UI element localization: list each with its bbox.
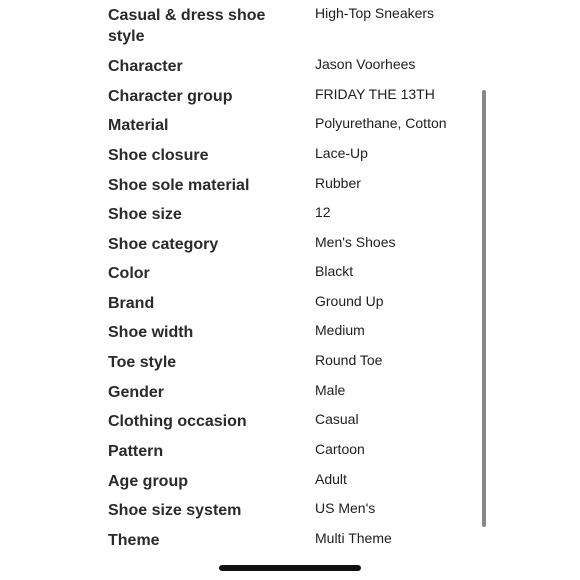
spec-row-shoe-size-system <box>0 500 560 530</box>
spec-row-shoe-sole-material <box>0 175 560 205</box>
spec-value: US Men's <box>315 500 376 516</box>
spec-value: Rubber <box>315 175 361 191</box>
spec-label: Character <box>108 58 183 75</box>
spec-value: Medium <box>315 322 365 338</box>
spec-label: Toe style <box>108 354 177 371</box>
spec-row-color <box>0 263 560 293</box>
spec-value: High-Top Sneakers <box>315 5 435 21</box>
spec-label: Brand <box>108 295 155 312</box>
spec-row-pattern <box>0 441 560 471</box>
home-indicator-bar[interactable] <box>219 565 361 571</box>
spec-row-character-group <box>0 86 560 116</box>
spec-value: Polyurethane, Cotton <box>315 115 447 131</box>
spec-row-clothing-occasion <box>0 411 560 441</box>
spec-row-shoe-size <box>0 204 560 234</box>
spec-row-shoe-closure <box>0 145 560 175</box>
spec-value: Jason Voorhees <box>315 56 416 72</box>
spec-row-casual-dress-shoe-style <box>0 5 560 45</box>
spec-label: Shoe size <box>108 206 182 223</box>
spec-label: Casual & dress shoe style <box>108 7 266 45</box>
spec-label: Shoe category <box>108 236 219 253</box>
spec-label: Color <box>108 265 150 282</box>
spec-value: Multi Theme <box>315 530 392 546</box>
spec-label: Theme <box>108 532 160 549</box>
spec-value: Ground Up <box>315 293 384 309</box>
vertical-scrollbar[interactable] <box>482 90 486 527</box>
spec-label: Shoe sole material <box>108 177 250 194</box>
spec-label: Shoe closure <box>108 147 209 164</box>
spec-row-shoe-category <box>0 234 560 264</box>
spec-row-toe-style <box>0 352 560 382</box>
spec-row-age-group <box>0 471 560 501</box>
spec-value: Cartoon <box>315 441 365 457</box>
spec-label: Age group <box>108 473 188 490</box>
spec-value: Casual <box>315 411 359 427</box>
spec-row-brand <box>0 293 560 323</box>
spec-row-material <box>0 115 560 145</box>
spec-row-shoe-width <box>0 322 560 352</box>
spec-label: Pattern <box>108 443 164 460</box>
spec-value: Adult <box>315 471 347 487</box>
spec-value: Round Toe <box>315 352 383 368</box>
spec-row-character <box>0 56 560 86</box>
spec-value: FRIDAY THE 13TH <box>315 86 435 102</box>
spec-value: Lace-Up <box>315 145 368 161</box>
spec-row-theme <box>0 530 560 560</box>
spec-label: Shoe size system <box>108 502 242 519</box>
spec-value: Male <box>315 382 346 398</box>
spec-label: Clothing occasion <box>108 413 247 430</box>
spec-value: 12 <box>315 204 331 220</box>
spec-label: Character group <box>108 88 233 105</box>
spec-label: Shoe width <box>108 324 194 341</box>
spec-value: Blackt <box>315 263 354 279</box>
spec-value: Men's Shoes <box>315 234 396 250</box>
spec-label: Gender <box>108 384 165 401</box>
spec-row-gender <box>0 382 560 412</box>
spec-label: Material <box>108 117 169 134</box>
